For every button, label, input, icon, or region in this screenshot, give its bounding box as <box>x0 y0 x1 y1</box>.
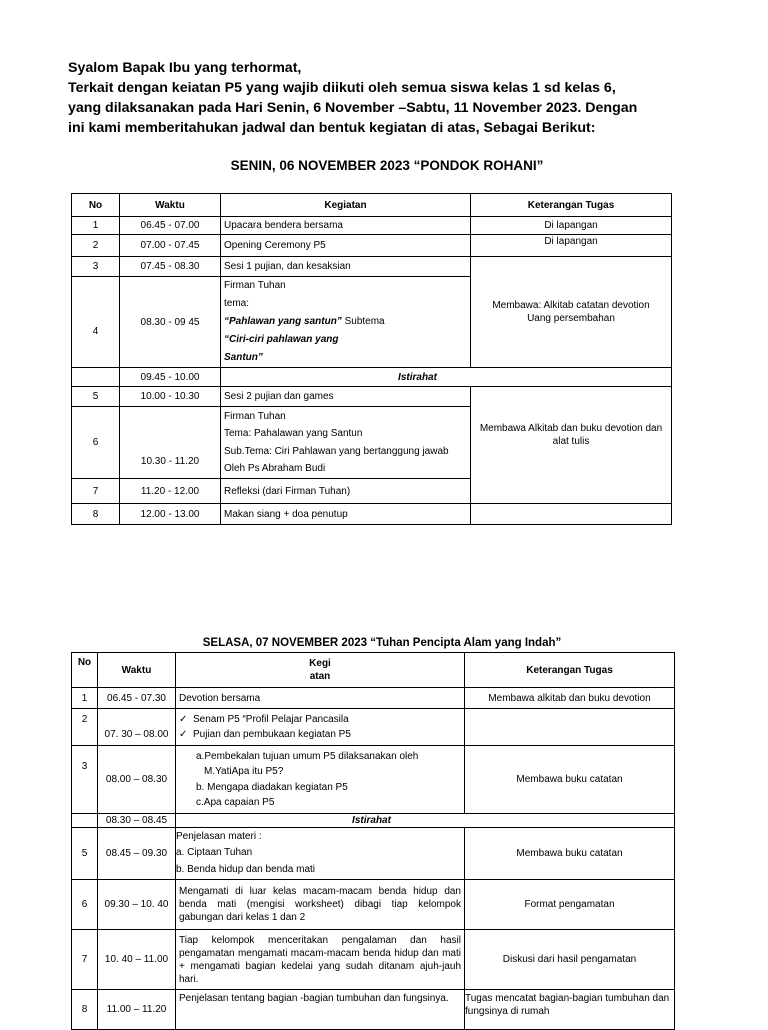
row-note: Di lapangan <box>471 217 672 235</box>
row-no: 1 <box>72 688 98 709</box>
table-row <box>72 709 675 746</box>
row-no: 1 <box>72 217 120 235</box>
theme-text: “Pahlawan yang santun” <box>224 316 342 327</box>
row-time: 06.45 - 07.00 <box>120 217 221 235</box>
note-line: alat tulis <box>552 436 590 447</box>
row-time: 10. 40 – 11.00 <box>98 930 176 990</box>
table-row <box>72 688 675 709</box>
row-no: 5 <box>72 387 120 407</box>
header-note: Keterangan Tugas <box>471 194 672 217</box>
checkmark-icon: ✓ <box>179 729 188 740</box>
activity-line: a. Ciptaan Tuhan <box>176 847 253 859</box>
activity-line: Firman Tuhan <box>224 280 286 291</box>
row-activity: Upacara bendera bersama <box>221 217 471 235</box>
note-line: Membawa Alkitab dan buku devotion dan <box>479 423 663 434</box>
table-row <box>72 746 675 814</box>
row-note: Membawa buku catatan <box>465 828 675 880</box>
note-line: Membawa: Alkitab catatan devotion <box>492 300 650 311</box>
row-time: 08.45 – 09.30 <box>98 828 176 880</box>
row-activity <box>221 407 471 479</box>
table-row <box>72 828 675 880</box>
row-no: 7 <box>72 930 98 990</box>
break-label: Istirahat <box>221 368 672 387</box>
note-line: Uang persembahan <box>527 313 615 324</box>
row-activity <box>221 277 471 368</box>
row-time: 11.00 – 11.20 <box>98 990 176 1030</box>
activity-line: b. Mengapa diadakan kegiatan P5 <box>196 781 348 793</box>
header-no: No <box>72 194 120 217</box>
intro-line: yang dilaksanakan pada Hari Senin, 6 November –Sabtu, 11 November 2023. Dengan <box>68 100 638 116</box>
table-row <box>72 880 675 930</box>
table-row <box>72 504 672 525</box>
row-no: 5 <box>72 828 98 880</box>
monday-schedule-title: SENIN, 06 NOVEMBER 2023 “PONDOK ROHANI” <box>230 158 544 173</box>
activity-line: c.Apa capaian P5 <box>196 797 275 808</box>
subtheme-text: Santun” <box>224 352 263 363</box>
activity-line: tema: <box>224 298 250 309</box>
row-no: 3 <box>72 257 120 277</box>
subtheme-text: “Ciri-ciri pahlawan yang <box>224 334 339 345</box>
row-note: Format pengamatan <box>465 880 675 930</box>
table-header-row <box>72 194 672 217</box>
row-no: 3 <box>72 746 98 814</box>
tuesday-schedule-title: SELASA, 07 NOVEMBER 2023 “Tuhan Pencipta Alam yang Indah” <box>202 637 562 649</box>
row-time: 09.30 – 10. 40 <box>98 880 176 930</box>
break-row <box>72 368 672 387</box>
header-note: Keterangan Tugas <box>465 653 675 688</box>
table-row <box>72 235 672 257</box>
intro-line: Terkait dengan keiatan P5 yang wajib diikuti oleh semua siswa kelas 1 sd kelas 6, <box>68 80 616 96</box>
row-no: 2 <box>72 709 98 746</box>
row-time: 07. 30 – 08.00 <box>98 709 176 746</box>
row-time: 09.45 - 10.00 <box>120 368 221 387</box>
row-time: 12.00 - 13.00 <box>120 504 221 525</box>
row-activity: Sesi 2 pujian dan games <box>221 387 471 407</box>
row-no: 6 <box>72 880 98 930</box>
row-no: 2 <box>72 235 120 257</box>
row-time: 08.30 – 08.45 <box>98 814 176 828</box>
row-note: Diskusi dari hasil pengamatan <box>465 930 675 990</box>
activity-line: Tema: Pahalawan yang Santun <box>224 428 363 439</box>
row-activity <box>176 828 465 880</box>
activity-line: Pujian dan pembukaan kegiatan P5 <box>193 729 351 740</box>
intro-line: Syalom Bapak Ibu yang terhormat, <box>68 60 302 76</box>
row-note: Di lapangan <box>471 235 672 257</box>
header-time: Waktu <box>120 194 221 217</box>
header-activity: Kegiatan <box>221 194 471 217</box>
row-activity <box>176 709 465 746</box>
row-activity: Penjelasan tentang bagian -bagian tumbuhan dan fungsinya. <box>176 990 465 1030</box>
activity-line: Penjelasan materi : <box>176 830 262 842</box>
row-time: 07.00 - 07.45 <box>120 235 221 257</box>
header-no: No <box>72 653 98 688</box>
header-activity-part: Kegi <box>309 658 331 669</box>
row-activity: Makan siang + doa penutup <box>221 504 471 525</box>
row-no: 7 <box>72 479 120 504</box>
activity-line: Sub.Tema: Ciri Pahlawan yang bertanggung jawab <box>224 445 449 457</box>
row-activity: Opening Ceremony P5 <box>221 235 471 257</box>
row-activity: Devotion bersama <box>176 688 465 709</box>
row-activity: Sesi 1 pujian, dan kesaksian <box>221 257 471 277</box>
activity-line: b. Benda hidup dan benda mati <box>176 863 315 875</box>
note-group-1 <box>471 257 672 368</box>
row-note: Membawa buku catatan <box>465 746 675 814</box>
row-activity: Tiap kelompok menceritakan pengalaman dan hasil pengamatan mengamati macam-macam benda hidup dan mati + mengamati bagian kedelai yang sudah ditanam ajuh-jauh hari. <box>176 930 465 990</box>
break-label: Istirahat <box>176 814 675 828</box>
activity-line: a.Pembekalan tujuan umum P5 dilaksanakan oleh <box>196 750 419 762</box>
row-time: 07.45 - 08.30 <box>120 257 221 277</box>
header-activity-part: atan <box>309 671 331 682</box>
header-time: Waktu <box>98 653 176 688</box>
intro-line: ini kami memberitahukan jadwal dan bentuk kegiatan di atas, Sebagai Berikut: <box>68 120 596 136</box>
table-row <box>72 257 672 277</box>
row-activity: Refleksi (dari Firman Tuhan) <box>221 479 471 504</box>
checkmark-icon: ✓ <box>179 714 188 725</box>
table-row <box>72 387 672 407</box>
tuesday-schedule-table <box>71 652 675 1030</box>
activity-line: Senam P5 “Profil Pelajar Pancasila <box>193 714 349 725</box>
intro-paragraph <box>68 58 708 138</box>
row-time: 08.30 - 09 45 <box>120 277 221 368</box>
row-time: 11.20 - 12.00 <box>120 479 221 504</box>
break-row <box>72 814 675 828</box>
activity-line: M.YatiApa itu P5? <box>204 766 284 777</box>
activity-line: Oleh Ps Abraham Budi <box>224 463 326 474</box>
table-row <box>72 930 675 990</box>
subtheme-label: Subtema <box>341 316 385 327</box>
row-note: Tugas mencatat bagian-bagian tumbuhan dan fungsinya di rumah <box>465 990 675 1030</box>
row-note: Membawa alkitab dan buku devotion <box>465 688 675 709</box>
row-time: 10.30 - 11.20 <box>120 407 221 479</box>
row-no: 4 <box>72 277 120 368</box>
table-row <box>72 217 672 235</box>
table-header-row <box>72 653 675 688</box>
row-no: 8 <box>72 990 98 1030</box>
monday-schedule-table <box>71 193 672 525</box>
row-no: 6 <box>72 407 120 479</box>
row-activity <box>176 746 465 814</box>
header-activity <box>176 653 465 688</box>
note-group-2 <box>471 387 672 504</box>
row-activity: Mengamati di luar kelas macam-macam benda hidup dan benda mati (mengisi worksheet) dibagi tiap kelompok gabungan dari kelas 1 dan 2 <box>176 880 465 930</box>
row-no: 8 <box>72 504 120 525</box>
row-time: 10.00 - 10.30 <box>120 387 221 407</box>
row-time: 08.00 – 08.30 <box>98 746 176 814</box>
row-time: 06.45 - 07.30 <box>98 688 176 709</box>
activity-line: Firman Tuhan <box>224 410 286 422</box>
row-note <box>465 709 675 746</box>
